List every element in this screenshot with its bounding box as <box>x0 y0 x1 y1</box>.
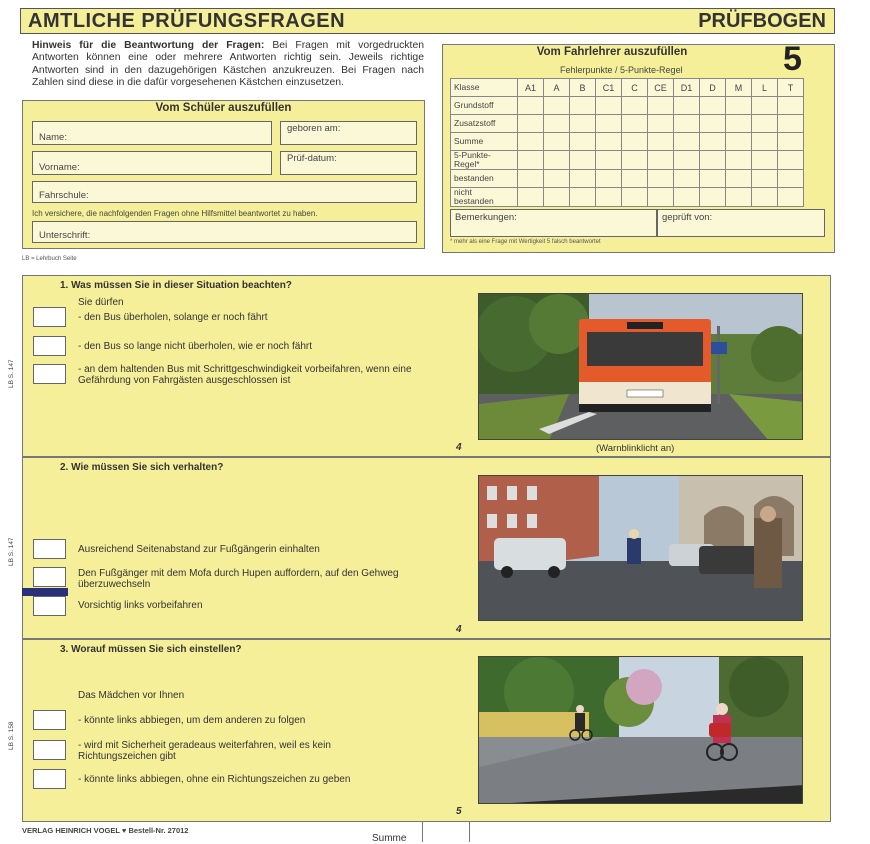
street-scene-image <box>479 476 803 621</box>
score-row <box>451 115 804 133</box>
answer-1a: - den Bus überholen, solange er noch fährt <box>78 312 268 323</box>
score-row <box>451 188 804 207</box>
lb-legend: LB = Lehrbuch Seite <box>22 256 77 262</box>
remarks-field[interactable] <box>450 209 657 237</box>
answer-checkbox-2c[interactable] <box>33 596 66 616</box>
row-label: Zusatzstoff <box>451 115 518 133</box>
checked-by-field[interactable] <box>657 209 825 237</box>
answer-checkbox-1b[interactable] <box>33 336 66 356</box>
answer-2a: Ausreichend Seitenabstand zur Fußgängerin einhalten <box>78 544 320 555</box>
form-title: AMTLICHE PRÜFUNGSFRAGEN <box>28 10 346 32</box>
col-header: L <box>752 79 778 97</box>
driving-school-field[interactable] <box>32 181 417 203</box>
birthdate-label: geboren am: <box>287 123 341 134</box>
publisher-line <box>22 826 188 835</box>
instructions <box>32 40 424 90</box>
question-2-title: 2. Wie müssen Sie sich verhalten? <box>60 462 224 473</box>
row-label: 5-Punkte-Regel* <box>451 151 518 170</box>
question-3-intro: Das Mädchen vor Ihnen <box>78 690 185 701</box>
answer-checkbox-1a[interactable] <box>33 307 66 327</box>
col-header: M <box>726 79 752 97</box>
answer-checkbox-2a[interactable] <box>33 539 66 559</box>
answer-checkbox-2b[interactable] <box>33 567 66 587</box>
question-1-title: 1. Was müssen Sie in dieser Situation beachten? <box>60 280 292 291</box>
col-header: A <box>544 79 570 97</box>
total-box[interactable] <box>422 822 470 842</box>
publisher-name: VERLAG HEINRICH VOGEL <box>22 826 120 835</box>
klasse-label: Klasse <box>451 79 518 97</box>
score-header-row <box>451 79 804 97</box>
cyclist-scene-image <box>479 657 803 804</box>
col-header: D <box>700 79 726 97</box>
question-1-lb-ref: LB S. 147 <box>8 359 15 388</box>
photo-cyclist-scene <box>478 656 803 804</box>
score-table <box>450 78 804 207</box>
bus-scene-image <box>479 294 803 440</box>
answer-3c: - könnte links abbiegen, ohne ein Richtungszeichen zu geben <box>78 774 351 785</box>
answer-checkbox-3b[interactable] <box>33 740 66 760</box>
photo-1-caption: (Warnblinklicht an) <box>596 443 675 454</box>
photo-bus-scene <box>478 293 803 440</box>
student-section-title: Vom Schüler auszufüllen <box>155 102 292 114</box>
col-header: A1 <box>518 79 544 97</box>
question-3-lb-ref: LB S. 158 <box>8 721 15 750</box>
question-1-intro: Sie dürfen <box>78 297 124 308</box>
col-header: T <box>778 79 804 97</box>
col-header: CE <box>648 79 674 97</box>
firstname-label: Vorname: <box>39 162 80 173</box>
question-2-lb-ref: LB S. 147 <box>8 537 15 566</box>
declaration-text: Ich versichere, die nachfolgenden Fragen ohne Hilfsmittel beantwortet zu haben. <box>32 209 318 218</box>
question-2-points: 4 <box>456 624 462 635</box>
signature-label: Unterschrift: <box>39 230 91 241</box>
answer-checkbox-1c[interactable] <box>33 364 66 384</box>
photo-street-scene <box>478 475 803 621</box>
answer-3b: - wird mit Sicherheit geradeaus weiterfahren, weil es kein Richtungszeichen gibt <box>78 740 331 762</box>
instructions-text: Bei Fragen mit vorgedruckten Antworten können eine oder mehrere Antworten richtig sein. Jeweils richtige Antworten sind in den dazugehörigen Kästchen anzukreuzen. Bei Fragen nach Zahlen sind diese in die dafür vorgesehenen Kästchen einzusetzen. <box>32 40 424 89</box>
question-3-points: 5 <box>456 806 462 817</box>
answer-1c: - an dem haltenden Bus mit Schrittgeschwindigkeit vorbeifahren, wenn eine Gefährdung von Fahrgästen ausgeschlossen ist <box>78 364 412 386</box>
question-1-points: 4 <box>456 442 462 453</box>
row-label: Grundstoff <box>451 97 518 115</box>
col-header: C1 <box>596 79 622 97</box>
form-type-label: PRÜFBOGEN <box>698 10 826 32</box>
instructions-lead: Hinweis für die Beantwortung der Fragen: <box>32 40 265 51</box>
signature-field[interactable] <box>32 221 417 243</box>
score-row <box>451 133 804 151</box>
teacher-section-title: Vom Fahrlehrer auszufüllen <box>536 46 688 58</box>
error-points-subtitle: Fehlerpunkte / 5-Punkte-Regel <box>560 65 683 75</box>
question-3-title: 3. Worauf müssen Sie sich einstellen? <box>60 644 242 655</box>
exam-date-label: Prüf-datum: <box>287 153 337 164</box>
col-header: C <box>622 79 648 97</box>
score-row <box>451 151 804 170</box>
col-header: D1 <box>674 79 700 97</box>
name-label: Name: <box>39 132 67 143</box>
firstname-field[interactable] <box>32 151 272 175</box>
answer-checkbox-3a[interactable] <box>33 710 66 730</box>
row-label: Summe <box>451 133 518 151</box>
publisher-logo-icon: ♥ <box>121 826 127 835</box>
row-label: nicht bestanden <box>451 188 518 207</box>
total-label: Summe <box>372 833 407 844</box>
score-row <box>451 97 804 115</box>
answer-2c: Vorsichtig links vorbeifahren <box>78 600 203 611</box>
answer-2b: Den Fußgänger mit dem Mofa durch Hupen auffordern, auf den Gehweg überzuwechseln <box>78 568 399 590</box>
exam-date-field[interactable] <box>280 151 417 175</box>
driving-school-label: Fahrschule: <box>39 190 89 201</box>
answer-checkbox-3c[interactable] <box>33 769 66 789</box>
footnote: * mehr als eine Frage mit Wertigkeit 5 falsch beantwortet <box>450 239 601 245</box>
answer-3a: - könnte links abbiegen, um dem anderen zu folgen <box>78 715 306 726</box>
checked-by-label: geprüft von: <box>662 212 713 223</box>
row-label: bestanden <box>451 170 518 188</box>
col-header: B <box>570 79 596 97</box>
birthdate-field[interactable] <box>280 121 417 145</box>
sheet-number: 5 <box>783 40 802 78</box>
remarks-label: Bemerkungen: <box>455 212 517 223</box>
answer-1b: - den Bus so lange nicht überholen, wie er noch fährt <box>78 341 313 352</box>
score-row <box>451 170 804 188</box>
order-number: Bestell-Nr. 27012 <box>128 826 189 835</box>
name-field[interactable] <box>32 121 272 145</box>
blue-marker <box>22 588 68 596</box>
